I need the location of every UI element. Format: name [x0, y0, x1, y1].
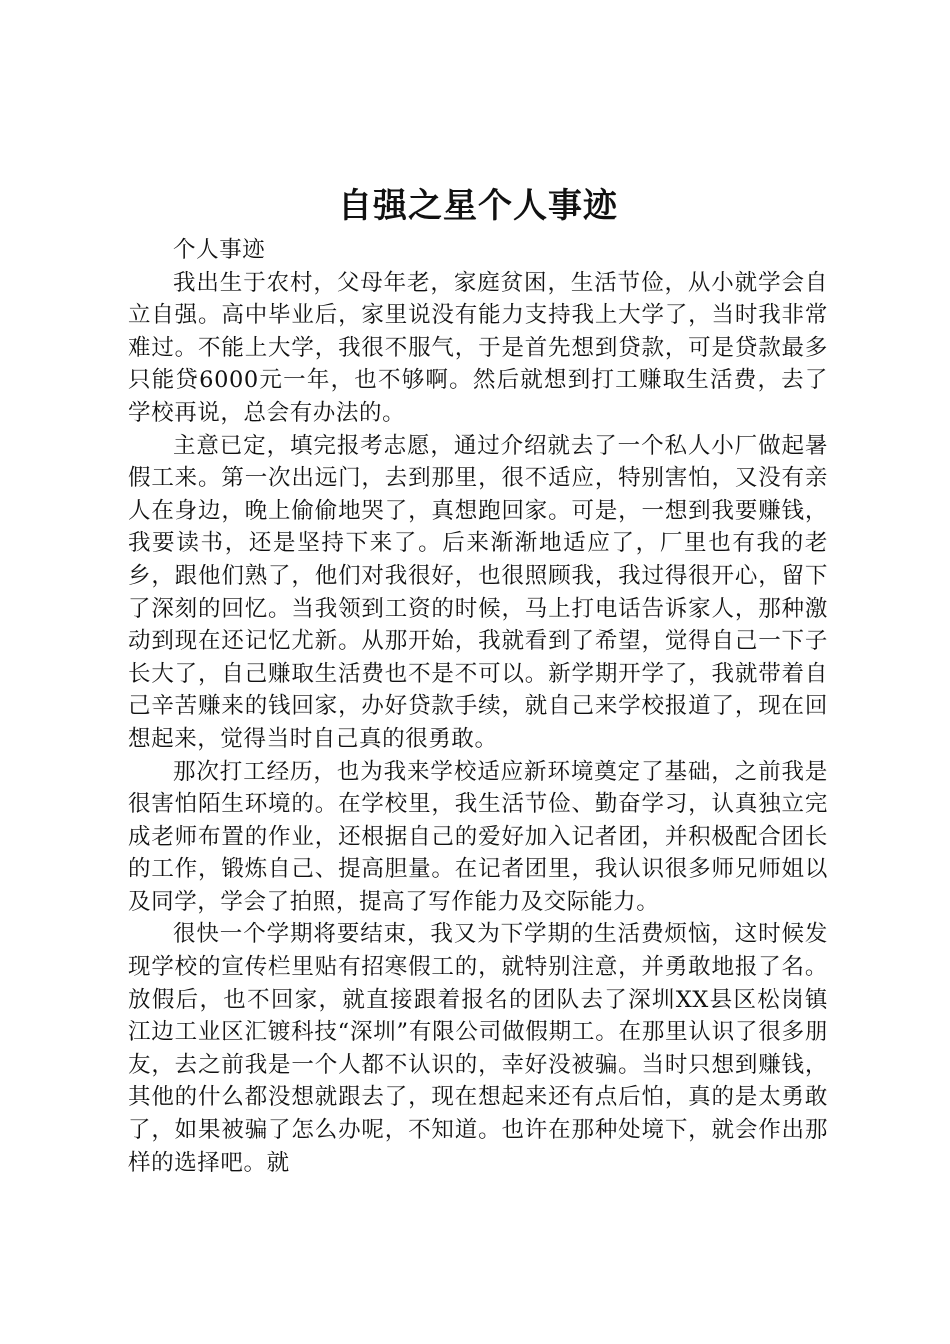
document-title: 自强之星个人事迹 — [338, 186, 618, 226]
subheading: 个人事迹 — [173, 237, 266, 263]
paragraph-2: 主意已定，填完报考志愿，通过介绍就去了一个私人小厂做起暑假工来。第一次出远门，去到那里，很不适应，特别害怕，又没有亲人在身边，晚上偷偷地哭了，真想跑回家。可是，一想到我要赚钱，我要读书，还是坚持下来了。后来渐渐地适应了，厂里也有我的老乡，跟他们熟了，他们对我很好，也很照顾我，我过得很开心，留下了深刻的回忆。当我领到工资的时候，马上打电话告诉家人，那种激动到现在还记忆尤新。从那开始，我就看到了希望，觉得自己一下子长大了，自己赚取生活费也不是不可以。新学期开学了，我就带着自己辛苦赚来的钱回家，办好贷款手续，就自己来学校报道了，现在回想起来，觉得当时自己真的很勇敢。 — [128, 432, 828, 752]
paragraph-1: 我出生于农村，父母年老，家庭贫困，生活节俭，从小就学会自立自强。高中毕业后，家里说没有能力支持我上大学了，当时我非常难过。不能上大学，我很不服气，于是首先想到贷款，可是贷款最多只能贷6000元一年，也不够啊。然后就想到打工赚取生活费，去了学校再说，总会有办法的。 — [128, 269, 828, 426]
paragraph-3: 那次打工经历，也为我来学校适应新环境奠定了基础，之前我是很害怕陌生环境的。在学校里，我生活节俭、勤奋学习，认真独立完成老师布置的作业，还根据自己的爱好加入记者团，并积极配合团长的工作，锻炼自己、提高胆量。在记者团里，我认识很多师兄师姐以及同学，学会了拍照，提高了写作能力及交际能力。 — [128, 758, 828, 915]
paragraph-4: 很快一个学期将要结束，我又为下学期的生活费烦恼，这时候发现学校的宣传栏里贴有招寒假工的，就特别注意，并勇敢地报了名。放假后，也不回家，就直接跟着报名的团队去了深圳XX县区松岗镇江边工业区汇镀科技“深圳”有限公司做假期工。在那里认识了很多朋友，去之前我是一个人都不认识的，幸好没被骗。当时只想到赚钱，其他的什么都没想就跟去了，现在想起来还有点后怕，真的是太勇敢了，如果被骗了怎么办呢，不知道。也许在那种处境下，就会作出那样的选择吧。就 — [128, 921, 828, 1176]
document-page — [128, 180, 828, 1179]
